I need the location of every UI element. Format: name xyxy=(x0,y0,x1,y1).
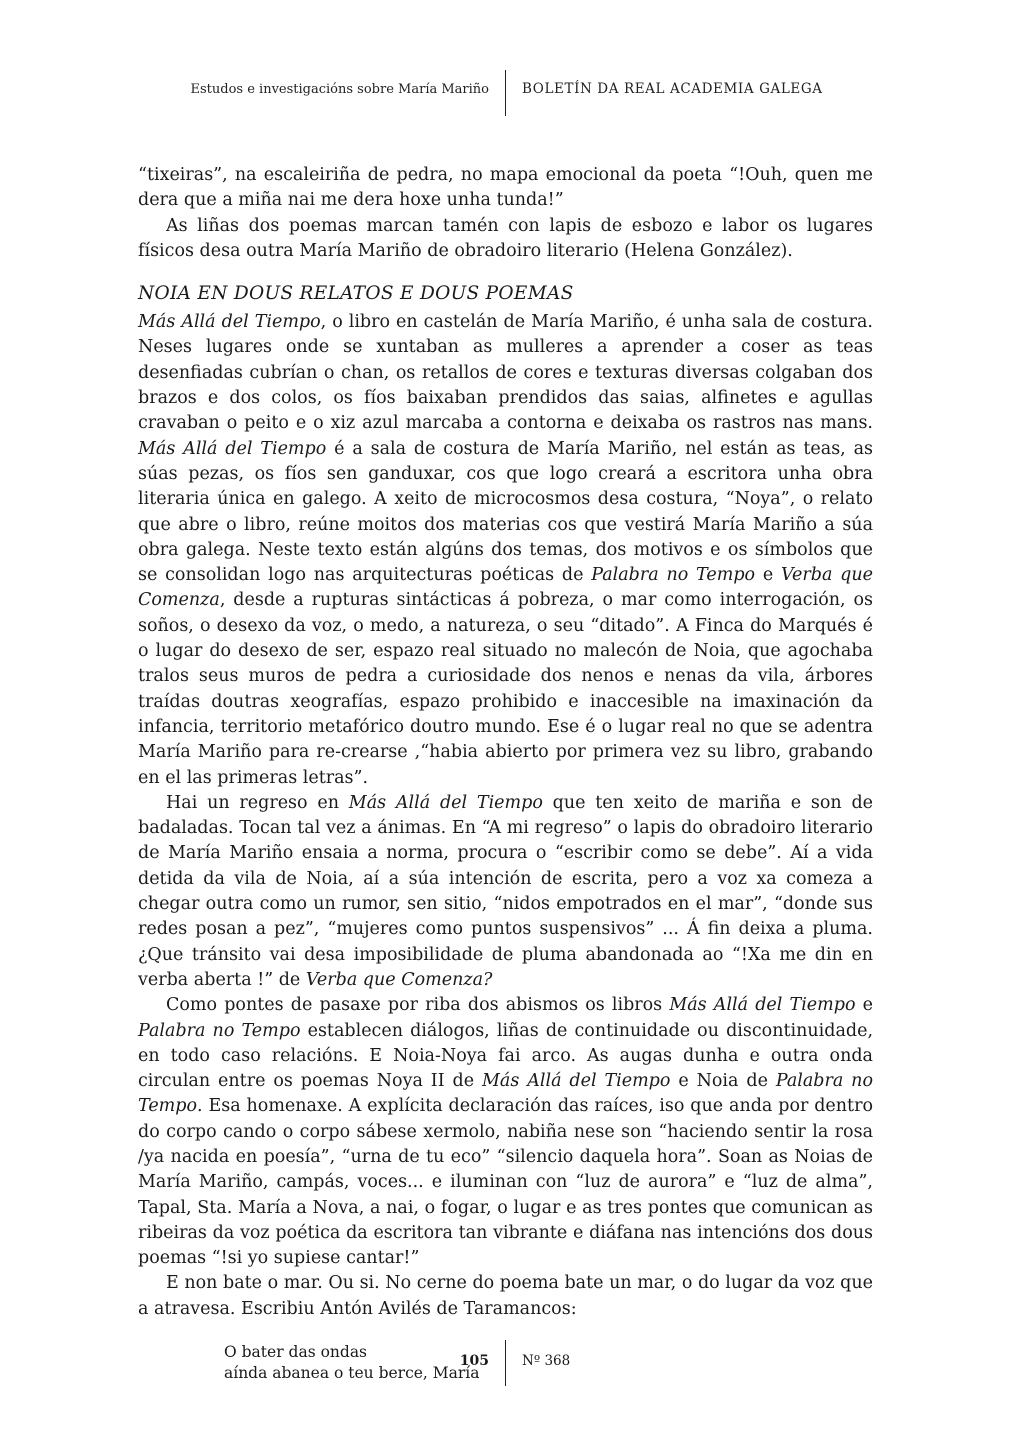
book-title: Verba que Comenza xyxy=(138,565,873,611)
text-run: Como pontes de pasaxe por riba dos abismos os libros xyxy=(166,995,670,1016)
header-section-title: Estudos e investigacións sobre María Mariño xyxy=(190,82,489,97)
text-run: , o libro en castelán de María Mariño, é unha sala de costura. Neses lugares onde se xuntaban as mulleres a aprender a coser as teas desenfiadas cubrían o chan, os retallos de cores e texturas diversas colgaban dos brazos e dos colos, os fíos baixaban prendidos das saias, alfinetes e agullas cravaban o peito e o xiz azul marcaba a contorna e deixaba os rastros nas mans. xyxy=(138,312,873,434)
section-heading: NOIA EN DOUS RELATOS E DOUS POEMAS xyxy=(138,283,574,305)
poem-line: aínda abanea o teu berce, María xyxy=(224,1363,480,1382)
paragraph-5 xyxy=(138,993,873,1271)
book-title: Palabra no Tempo xyxy=(138,1071,873,1117)
book-title: Palabra no Tempo xyxy=(138,1020,301,1041)
text-run: e xyxy=(755,565,781,586)
text-run: e Noia de xyxy=(670,1071,776,1092)
paragraph-4 xyxy=(138,791,873,993)
book-title: Más Allá del Tiempo xyxy=(348,792,543,813)
book-title: Más Allá del Tiempo xyxy=(482,1071,671,1092)
text-run: e xyxy=(855,995,874,1016)
running-header xyxy=(0,70,1010,118)
paragraph-1: “tixeiras”, na escaleiriña de pedra, no mapa emocional da poeta “!Ouh, quen me dera que a miña nai me dera hoxe unha tunda!” xyxy=(138,165,873,211)
text-run: Hai un regreso en xyxy=(166,792,349,813)
page-footer xyxy=(0,1340,1010,1386)
header-divider xyxy=(505,70,506,116)
paragraph-6: E non bate o mar. Ou si. No cerne do poema bate un mar, o do lugar da voz que a atravesa. Escribiu Antón Avilés de Taramancos: xyxy=(138,1273,873,1319)
paragraph-3 xyxy=(138,310,873,791)
book-title: Más Allá del Tiempo xyxy=(138,438,327,459)
text-run: establecen diálogos, liñas de continuidade ou discontinuidade, en todo caso relacións. E Noia-Noya fai arco. As augas dunha e outra onda circulan entre os poemas Noya II de xyxy=(138,1020,874,1092)
book-title: Palabra no Tempo xyxy=(591,565,756,586)
footer-divider xyxy=(505,1340,506,1386)
paragraph-2: As liñas dos poemas marcan tamén con lapis de esbozo e labor os lugares físicos desa outra María Mariño de obradoiro literario (Helena González). xyxy=(138,215,873,261)
text-run: que ten xeito de mariña e son de badaladas. Tocan tal vez a ánimas. En “A mi regreso” o lapis do obradoiro literario de María Mariño ensaia a norma, procura o “escribir como se debe”. Aí a vida detida da vila de Noia, aí a súa intención de escrita, pero a voz xa comeza a chegar outra como un rumor, sen sitio, “nidos empotrados en el mar”, “donde sus redes posan a pez”, “mujeres como puntos suspensivos” ... Á fin deixa a pluma. ¿Que tránsito vai desa imposibilidade de pluma abandonada ao “!Xa me din en verba aberta !” de xyxy=(138,792,873,990)
issue-number: Nº 368 xyxy=(522,1353,571,1369)
text-run: é a sala de costura de María Mariño, nel están as teas, as súas pezas, os fíos sen ganduxar, cos que logo creará a escritora unha obra literaria única en galego. A xeito de microcosmos desa costura, “Noya”, o relato que abre o libro, reúne moitos dos materias cos que vestirá María Mariño a súa obra galega. Neste texto están algúns dos temas, dos motivos e os símbolos que se consolidan logo nas arquitecturas poéticas de xyxy=(138,438,873,586)
article-body xyxy=(138,163,873,1383)
page-number: 105 xyxy=(459,1353,489,1369)
book-title: Verba que Comenza? xyxy=(305,969,493,990)
header-journal-title: BOLETÍN DA REAL ACADEMIA GALEGA xyxy=(522,81,823,97)
book-title: Más Allá del Tiempo xyxy=(669,995,856,1016)
text-run: , desde a rupturas sintácticas á pobreza, o mar como interrogación, os soños, o desexo da voz, o medo, a natureza, o seu “ditado”. A Finca do Marqués é o lugar do desexo de ser, espazo real situado no malecón de Noia, que agochaba tralos seus muros de pedra a curiosidade dos nenos e nenas da vila, árbores traídas doutras xeografías, espazo prohibido e inaccesible na imaxinación da infancia, territorio metafórico doutro mundo. Ese é o lugar real no que se adentra María Mariño para re-crearse ,“habia abierto por primera vez su libro, grabando en el las primeras letras”. xyxy=(138,590,873,788)
poem-line: O bater das ondas xyxy=(224,1343,368,1362)
text-run: . Esa homenaxe. A explícita declaración das raíces, iso que anda por dentro do corpo cando o corpo sábese xermolo, nabiña nese son “haciendo sentir la rosa /ya nacida en poesía”, “urna de tu eco” “silencio daquela hora”. Soan as Noias de María Mariño, campás, voces... e iluminan con “luz de aurora” e “luz de alma”, Tapal, Sta. María a Nova, a nai, o fogar, o lugar e as tres pontes que comunican as ribeiras da voz poética da escritora tan vibrante e diáfana nas intencións dos dous poemas “!si yo supiese cantar!” xyxy=(138,1096,873,1269)
book-title: Más Allá del Tiempo xyxy=(138,312,321,333)
